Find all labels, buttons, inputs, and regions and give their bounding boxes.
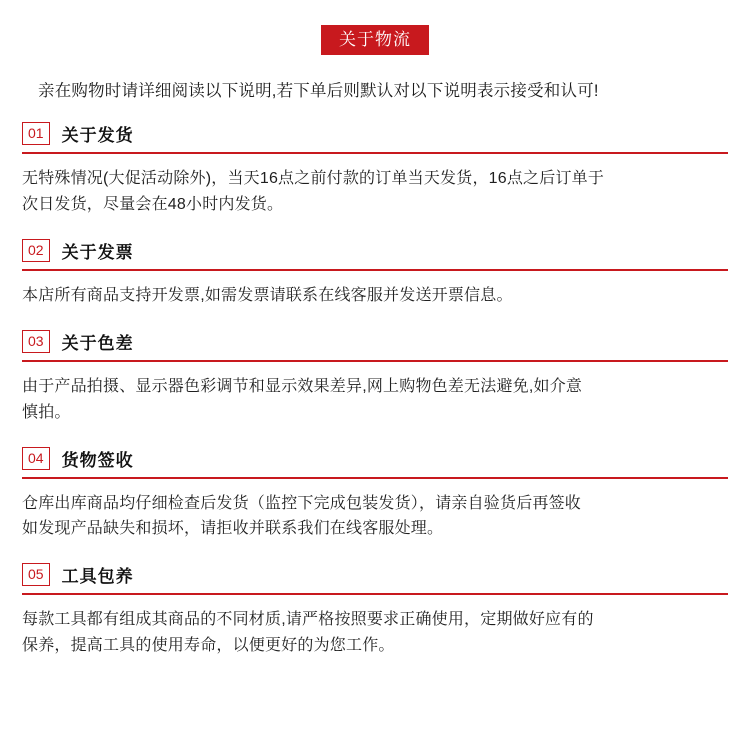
section-number: 05 [22, 563, 50, 586]
section-header [22, 562, 728, 595]
body-line: 无特殊情况(大促活动除外)，当天16点之前付款的订单当天发货，16点之后订单于 [22, 170, 605, 187]
section-title: 货物签收 [61, 450, 134, 470]
section-number: 04 [22, 447, 50, 470]
section-header [22, 329, 728, 362]
section-number: 02 [22, 239, 50, 262]
section-about-invoice [22, 238, 728, 309]
section-number: 03 [22, 330, 50, 353]
section-goods-receipt [22, 446, 728, 543]
body-line: 每款工具都有组成其商品的不同材质,请严格按照要求正确使用，定期做好应有的 [22, 611, 594, 629]
section-title: 关于发票 [61, 242, 134, 262]
section-header [22, 238, 728, 271]
section-title: 工具包养 [61, 567, 134, 587]
body-line: 本店所有商品支持开发票,如需发票请联系在线客服并发送开票信息。 [22, 286, 513, 304]
body-line: 次日发货，尽量会在48小时内发货。 [22, 195, 284, 213]
body-line: 仓库出库商品均仔细检查后发货（监控下完成包装发货），请亲自验货后再签收 [22, 494, 582, 512]
section-tool-maintenance [22, 562, 728, 659]
section-title: 关于发货 [61, 126, 134, 145]
section-header [22, 446, 728, 479]
page-title-badge: 关于物流 [321, 25, 429, 55]
section-title: 关于色差 [61, 333, 134, 353]
section-header [22, 121, 728, 154]
body-line: 由于产品拍摄、显示器色彩调节和显示效果差异,网上购物色差无法避免,如介意 [22, 377, 583, 395]
section-body [22, 607, 728, 659]
body-line: 保养，提高工具的使用寿命，以便更好的为您工作。 [22, 637, 395, 655]
section-body [22, 283, 728, 309]
section-body [22, 166, 728, 218]
intro-text: 亲在购物时请详细阅读以下说明,若下单后则默认对以下说明表示接受和认可! [38, 82, 599, 100]
section-body [22, 491, 728, 543]
header-badge-row [22, 0, 728, 55]
body-line: 慎拍。 [22, 403, 71, 421]
section-about-shipping [22, 121, 728, 218]
section-body [22, 374, 728, 426]
body-line: 如发现产品缺失和损坏，请拒收并联系我们在线客服处理。 [22, 520, 444, 538]
section-number: 01 [22, 122, 50, 145]
section-about-color-difference [22, 329, 728, 426]
